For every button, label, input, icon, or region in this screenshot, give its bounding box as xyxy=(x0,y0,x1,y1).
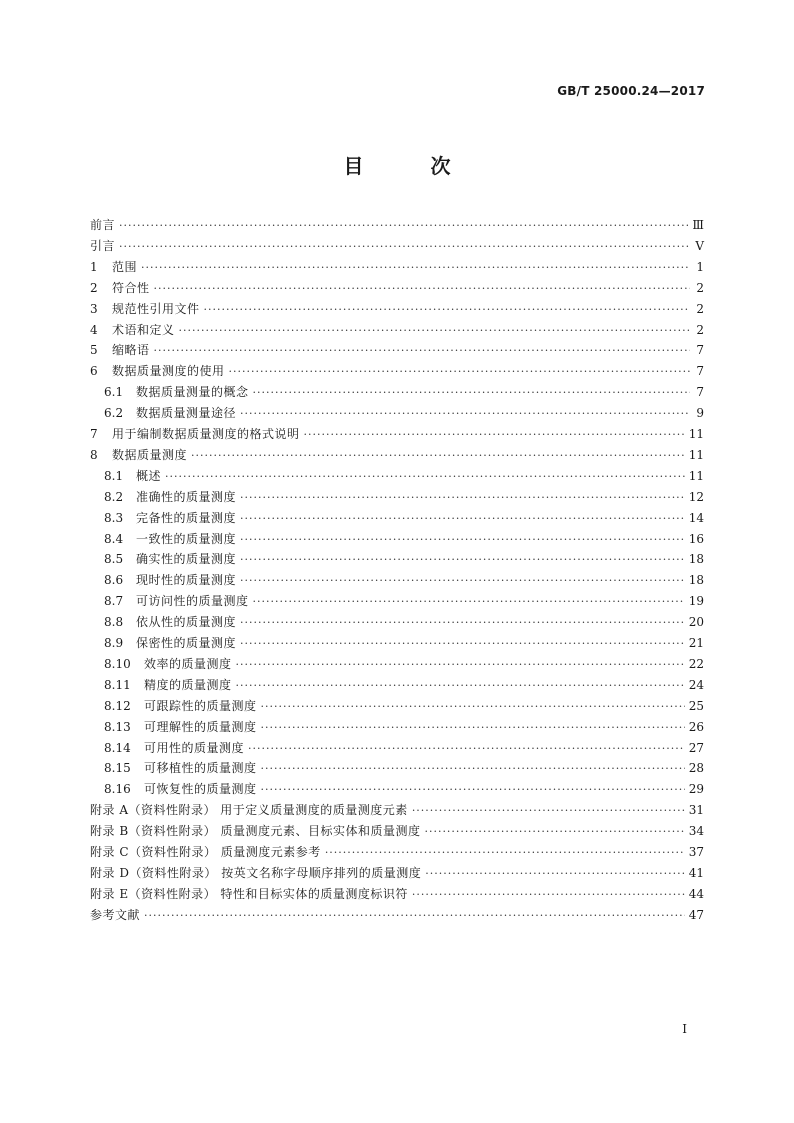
toc-entry[interactable] xyxy=(90,842,704,862)
toc-leader-dots xyxy=(119,237,690,257)
toc-entry-label: 数据质量测度 xyxy=(112,447,188,462)
toc-entry[interactable] xyxy=(104,403,704,423)
toc-entry-page: 28 xyxy=(688,761,704,776)
toc-entry-number: 8.13 xyxy=(104,719,131,734)
toc-entry-label: 可恢复性的质量测度 xyxy=(144,782,257,797)
toc-leader-dots xyxy=(253,383,690,403)
toc-entry-label: 可移植性的质量测度 xyxy=(144,761,257,776)
toc-entry-page: 11 xyxy=(688,427,704,441)
toc-leader-dots xyxy=(240,509,685,529)
toc-leader-dots xyxy=(154,279,690,299)
toc-entry-page: 1 xyxy=(696,259,704,274)
toc-entry-page: 11 xyxy=(688,447,704,462)
toc-entry[interactable] xyxy=(104,738,704,758)
toc-entry-page: 22 xyxy=(688,656,704,671)
toc-leader-dots xyxy=(304,425,685,445)
toc-leader-dots xyxy=(412,801,685,821)
toc-entry-label: 用于编制数据质量测度的格式说明 xyxy=(112,427,300,441)
toc-entry[interactable] xyxy=(90,278,704,298)
toc-entry[interactable] xyxy=(104,508,704,528)
toc-entry-page: 19 xyxy=(688,594,704,609)
toc-entry-label: 可理解性的质量测度 xyxy=(144,719,257,734)
toc-entry[interactable] xyxy=(104,591,704,611)
toc-leader-dots xyxy=(236,655,685,675)
toc-entry-number: 8.15 xyxy=(104,761,131,776)
toc-entry-number: 8.1 xyxy=(104,468,124,483)
toc-entry-page: 29 xyxy=(688,782,704,797)
toc-entry-label: 数据质量测量的概念 xyxy=(136,385,249,400)
toc-entry-number: 8.3 xyxy=(104,510,124,525)
toc-entry-page: 44 xyxy=(688,886,704,901)
toc-entry-page: 37 xyxy=(688,845,704,859)
toc-entry-label: 精度的质量测度 xyxy=(144,677,232,692)
toc-entry-label: 附录 B（资料性附录） 质量测度元素、目标实体和质量测度 xyxy=(90,824,421,839)
toc-leader-dots xyxy=(179,321,690,341)
toc-leader-dots xyxy=(325,843,685,863)
toc-entry-number: 8.12 xyxy=(104,698,131,713)
toc-entry-number: 8.9 xyxy=(104,636,124,650)
toc-entry-page: Ⅲ xyxy=(692,218,704,232)
toc-leader-dots xyxy=(240,613,685,633)
toc-entry[interactable] xyxy=(104,549,704,569)
toc-entry-label: 附录 D（资料性附录） 按英文名称字母顺序排列的质量测度 xyxy=(90,865,422,880)
toc-entry-label: 参考文献 xyxy=(90,907,141,922)
toc-entry-page: 12 xyxy=(688,489,704,504)
toc-entry[interactable] xyxy=(90,299,704,319)
toc-entry[interactable] xyxy=(104,382,704,402)
toc-leader-dots xyxy=(240,530,685,550)
toc-entry[interactable] xyxy=(104,779,704,799)
toc-entry[interactable] xyxy=(104,654,704,674)
toc-entry[interactable] xyxy=(104,612,704,632)
toc-entry[interactable] xyxy=(90,236,704,256)
toc-entry[interactable] xyxy=(104,717,704,737)
toc-entry-page: 47 xyxy=(688,907,704,922)
toc-leader-dots xyxy=(425,864,684,884)
toc-entry[interactable] xyxy=(104,696,704,716)
toc-entry-page: 34 xyxy=(688,824,704,839)
toc-leader-dots xyxy=(154,341,690,361)
page-title: 目 次 xyxy=(343,154,481,178)
toc-entry[interactable] xyxy=(90,863,704,883)
toc-leader-dots xyxy=(412,885,685,905)
toc-entry-page: 7 xyxy=(696,364,704,379)
toc-entry-label: 附录 C（资料性附录） 质量测度元素参考 xyxy=(90,845,321,859)
toc-entry-page: 26 xyxy=(688,719,704,734)
toc-entry-number: 8.2 xyxy=(104,489,124,504)
toc-entry[interactable] xyxy=(104,529,704,549)
toc-leader-dots xyxy=(424,822,684,842)
toc-entry-label: 准确性的质量测度 xyxy=(136,489,237,504)
toc-entry-number: 8.4 xyxy=(104,531,124,546)
toc-entry-page: 11 xyxy=(688,468,704,483)
toc-entry-number: 2 xyxy=(90,280,98,295)
toc-entry-number: 8.10 xyxy=(104,656,131,671)
toc-entry[interactable] xyxy=(90,821,704,841)
toc-entry[interactable] xyxy=(90,320,704,340)
toc-entry-number: 6.1 xyxy=(104,385,124,400)
toc-entry-label: 概述 xyxy=(136,468,162,483)
toc-leader-dots xyxy=(229,362,690,382)
toc-entry-label: 术语和定义 xyxy=(112,322,175,337)
toc-entry-page: 18 xyxy=(688,552,704,567)
toc-leader-dots xyxy=(253,592,685,612)
toc-entry-number: 8.8 xyxy=(104,615,124,630)
toc-entry-label: 依从性的质量测度 xyxy=(136,615,237,630)
toc-entry-label: 现时性的质量测度 xyxy=(136,573,237,588)
toc-leader-dots xyxy=(240,571,685,591)
toc-leader-dots xyxy=(261,718,685,738)
toc-entry-label: 可跟踪性的质量测度 xyxy=(144,698,257,713)
toc-entry[interactable] xyxy=(90,257,704,277)
toc-leader-dots xyxy=(248,739,685,759)
toc-leader-dots xyxy=(240,634,685,654)
standard-code: GB/T 25000.24—2017 xyxy=(557,84,705,98)
toc-entry-label: 保密性的质量测度 xyxy=(136,636,237,650)
toc-entry-page: 14 xyxy=(688,510,704,525)
toc-entry-page: 7 xyxy=(696,385,704,400)
toc-leader-dots xyxy=(165,467,685,487)
toc-entry[interactable] xyxy=(90,905,704,925)
toc-entry[interactable] xyxy=(90,445,704,465)
toc-entry[interactable] xyxy=(90,361,704,381)
toc-entry-number: 8.11 xyxy=(104,677,131,692)
toc-leader-dots xyxy=(144,906,685,926)
toc-entry-label: 确实性的质量测度 xyxy=(136,552,237,567)
toc-entry-number: 6.2 xyxy=(104,406,124,421)
toc-entry-label: 前言 xyxy=(90,218,116,232)
toc-entry-number: 7 xyxy=(90,427,98,441)
toc-leader-dots xyxy=(119,216,688,236)
toc-entry-page: 27 xyxy=(688,740,704,755)
toc-entry-label: 缩略语 xyxy=(112,343,150,358)
toc-leader-dots xyxy=(141,258,690,278)
toc-entry-page: 24 xyxy=(688,677,704,692)
toc-entry-label: 完备性的质量测度 xyxy=(136,510,237,525)
toc-entry-page: Ⅴ xyxy=(695,238,704,253)
toc-entry[interactable] xyxy=(104,487,704,507)
toc-leader-dots xyxy=(240,404,690,424)
toc-entry[interactable] xyxy=(90,215,704,235)
toc-leader-dots xyxy=(204,300,690,320)
toc-leader-dots xyxy=(261,697,685,717)
toc-entry[interactable] xyxy=(90,340,704,360)
toc-entry-label: 规范性引用文件 xyxy=(112,301,200,316)
toc-entry-label: 可访问性的质量测度 xyxy=(136,594,249,609)
toc-entry-label: 附录 A（资料性附录） 用于定义质量测度的质量测度元素 xyxy=(90,803,408,818)
page-number: I xyxy=(682,1022,687,1036)
toc-leader-dots xyxy=(236,676,685,696)
toc-entry[interactable] xyxy=(104,675,704,695)
toc-entry[interactable] xyxy=(90,884,704,904)
toc-entry-page: 25 xyxy=(688,698,704,713)
toc-entry-label: 效率的质量测度 xyxy=(144,656,232,671)
toc-entry[interactable] xyxy=(104,570,704,590)
toc-entry-number: 8.14 xyxy=(104,740,131,755)
toc-entry-number: 1 xyxy=(90,259,98,274)
toc-entry-number: 8.6 xyxy=(104,573,124,588)
toc-entry-page: 41 xyxy=(688,865,704,880)
toc-entry-number: 3 xyxy=(90,301,98,316)
toc-entry[interactable] xyxy=(104,633,704,653)
toc-entry-label: 数据质量测量途径 xyxy=(136,406,237,421)
toc-entry[interactable] xyxy=(104,758,704,778)
toc-entry-label: 可用性的质量测度 xyxy=(144,740,245,755)
toc-entry-label: 附录 E（资料性附录） 特性和目标实体的质量测度标识符 xyxy=(90,886,408,901)
toc-entry-page: 31 xyxy=(688,803,704,818)
toc-entry-label: 符合性 xyxy=(112,280,150,295)
toc-entry[interactable] xyxy=(90,424,704,444)
toc-entry-page: 21 xyxy=(688,636,704,650)
toc-entry-label: 范围 xyxy=(112,259,138,274)
toc-entry-label: 数据质量测度的使用 xyxy=(112,364,225,379)
toc-entry-number: 8.16 xyxy=(104,782,131,797)
toc-entry-number: 8.5 xyxy=(104,552,124,567)
toc-leader-dots xyxy=(191,446,685,466)
toc-entry-page: 20 xyxy=(688,615,704,630)
toc-entry-page: 2 xyxy=(696,301,704,316)
toc-entry-number: 6 xyxy=(90,364,98,379)
toc-leader-dots xyxy=(261,759,685,779)
toc-entry-page: 9 xyxy=(696,406,704,421)
toc-entry-number: 4 xyxy=(90,322,98,337)
toc-entry-number: 8 xyxy=(90,447,98,462)
toc-entry-page: 16 xyxy=(688,531,704,546)
toc-entry[interactable] xyxy=(90,800,704,820)
toc-leader-dots xyxy=(240,550,685,570)
toc-entry-page: 2 xyxy=(696,280,704,295)
toc-entry-page: 7 xyxy=(696,343,704,358)
toc-entry-label: 引言 xyxy=(90,238,116,253)
toc-entry-number: 8.7 xyxy=(104,594,124,609)
toc-entry-page: 2 xyxy=(696,322,704,337)
toc-entry[interactable] xyxy=(104,466,704,486)
toc-entry-page: 18 xyxy=(688,573,704,588)
toc-leader-dots xyxy=(261,780,685,800)
toc-entry-number: 5 xyxy=(90,343,98,358)
toc-leader-dots xyxy=(240,488,685,508)
toc-entry-label: 一致性的质量测度 xyxy=(136,531,237,546)
